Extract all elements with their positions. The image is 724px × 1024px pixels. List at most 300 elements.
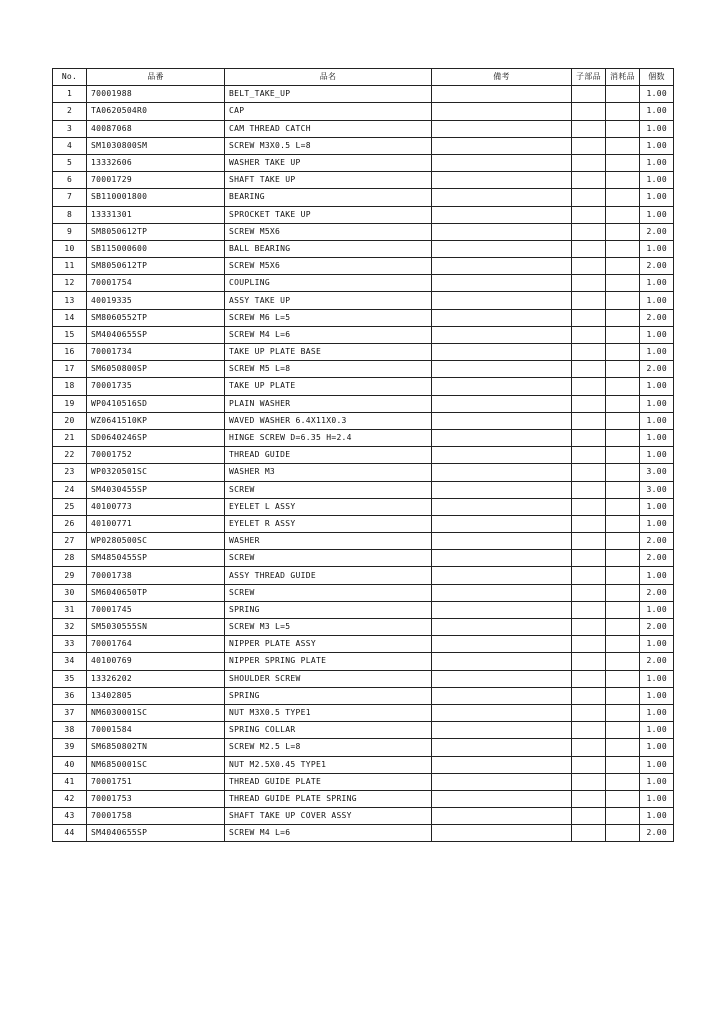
consumable-cell (606, 722, 640, 739)
remarks-cell (432, 653, 572, 670)
part-number-cell: SM6050800SP (87, 361, 225, 378)
quantity-cell: 3.00 (640, 481, 674, 498)
consumable-cell (606, 808, 640, 825)
sub-parts-cell (572, 584, 606, 601)
table-row (53, 240, 674, 257)
remarks-cell (432, 292, 572, 309)
remarks-cell (432, 670, 572, 687)
quantity-cell: 1.00 (640, 739, 674, 756)
sub-parts-cell (572, 137, 606, 154)
table-row (53, 120, 674, 137)
part-name-cell: SHOULDER SCREW (225, 670, 432, 687)
part-number-cell: 40100773 (87, 498, 225, 515)
part-number-cell: WP0320501SC (87, 464, 225, 481)
row-no-cell: 23 (53, 464, 87, 481)
quantity-cell: 1.00 (640, 292, 674, 309)
consumable-cell (606, 756, 640, 773)
quantity-cell: 1.00 (640, 756, 674, 773)
part-name-cell: WASHER M3 (225, 464, 432, 481)
quantity-cell: 1.00 (640, 189, 674, 206)
remarks-cell (432, 86, 572, 103)
quantity-cell: 1.00 (640, 722, 674, 739)
table-row (53, 567, 674, 584)
remarks-cell (432, 567, 572, 584)
consumable-cell (606, 687, 640, 704)
sub-parts-cell (572, 550, 606, 567)
consumable-cell (606, 515, 640, 532)
table-row (53, 429, 674, 446)
sub-parts-cell (572, 773, 606, 790)
consumable-cell (606, 481, 640, 498)
row-no-cell: 18 (53, 378, 87, 395)
consumable-cell (606, 601, 640, 618)
row-no-cell: 9 (53, 223, 87, 240)
table-row (53, 223, 674, 240)
table-row (53, 137, 674, 154)
consumable-cell (606, 498, 640, 515)
row-no-cell: 7 (53, 189, 87, 206)
part-number-cell: SB115000600 (87, 240, 225, 257)
consumable-cell (606, 636, 640, 653)
table-row (53, 704, 674, 721)
quantity-cell: 1.00 (640, 103, 674, 120)
quantity-cell: 3.00 (640, 464, 674, 481)
remarks-cell (432, 103, 572, 120)
quantity-cell: 1.00 (640, 86, 674, 103)
part-number-cell: SM4030455SP (87, 481, 225, 498)
sub-parts-cell (572, 739, 606, 756)
table-row (53, 619, 674, 636)
quantity-cell: 2.00 (640, 584, 674, 601)
table-row (53, 601, 674, 618)
sub-parts-cell (572, 533, 606, 550)
part-number-cell: SM6850802TN (87, 739, 225, 756)
quantity-cell: 2.00 (640, 825, 674, 842)
consumable-cell (606, 533, 640, 550)
remarks-cell (432, 756, 572, 773)
part-name-cell: SPROCKET TAKE UP (225, 206, 432, 223)
table-row (53, 103, 674, 120)
part-number-cell: SM8050612TP (87, 223, 225, 240)
row-no-cell: 4 (53, 137, 87, 154)
row-no-cell: 35 (53, 670, 87, 687)
sub-parts-cell (572, 464, 606, 481)
quantity-cell: 1.00 (640, 808, 674, 825)
part-number-cell: NM6030001SC (87, 704, 225, 721)
remarks-cell (432, 636, 572, 653)
table-row (53, 154, 674, 171)
row-no-cell: 24 (53, 481, 87, 498)
part-name-cell: WASHER TAKE UP (225, 154, 432, 171)
remarks-cell (432, 429, 572, 446)
remarks-cell (432, 258, 572, 275)
part-name-cell: NIPPER PLATE ASSY (225, 636, 432, 653)
part-number-cell: 13402805 (87, 687, 225, 704)
consumable-cell (606, 172, 640, 189)
sub-parts-cell (572, 825, 606, 842)
remarks-cell (432, 412, 572, 429)
table-row (53, 636, 674, 653)
part-name-cell: SCREW M4 L=6 (225, 825, 432, 842)
quantity-cell: 1.00 (640, 447, 674, 464)
quantity-cell: 2.00 (640, 258, 674, 275)
part-number-cell: SM8050612TP (87, 258, 225, 275)
table-row (53, 395, 674, 412)
quantity-cell: 2.00 (640, 653, 674, 670)
part-number-cell: WP0410516SD (87, 395, 225, 412)
sub-parts-cell (572, 756, 606, 773)
part-name-cell: WASHER (225, 533, 432, 550)
part-name-cell: EYELET L ASSY (225, 498, 432, 515)
header-quantity: 個数 (640, 69, 674, 86)
part-number-cell: 70001758 (87, 808, 225, 825)
remarks-cell (432, 189, 572, 206)
row-no-cell: 36 (53, 687, 87, 704)
sub-parts-cell (572, 120, 606, 137)
table-row (53, 172, 674, 189)
consumable-cell (606, 790, 640, 807)
remarks-cell (432, 722, 572, 739)
header-part-name: 品名 (225, 69, 432, 86)
sub-parts-cell (572, 515, 606, 532)
row-no-cell: 22 (53, 447, 87, 464)
row-no-cell: 41 (53, 773, 87, 790)
part-name-cell: SPRING (225, 687, 432, 704)
table-row (53, 722, 674, 739)
consumable-cell (606, 258, 640, 275)
row-no-cell: 44 (53, 825, 87, 842)
remarks-cell (432, 361, 572, 378)
consumable-cell (606, 447, 640, 464)
remarks-cell (432, 584, 572, 601)
row-no-cell: 28 (53, 550, 87, 567)
part-name-cell: SCREW M5X6 (225, 258, 432, 275)
remarks-cell (432, 533, 572, 550)
table-row (53, 687, 674, 704)
part-number-cell: SM5030555SN (87, 619, 225, 636)
part-name-cell: BEARING (225, 189, 432, 206)
part-number-cell: 70001584 (87, 722, 225, 739)
part-number-cell: 40100769 (87, 653, 225, 670)
consumable-cell (606, 395, 640, 412)
quantity-cell: 1.00 (640, 395, 674, 412)
table-row (53, 756, 674, 773)
row-no-cell: 40 (53, 756, 87, 773)
sub-parts-cell (572, 498, 606, 515)
part-number-cell: 70001745 (87, 601, 225, 618)
row-no-cell: 12 (53, 275, 87, 292)
sub-parts-cell (572, 258, 606, 275)
quantity-cell: 1.00 (640, 498, 674, 515)
table-row (53, 309, 674, 326)
quantity-cell: 1.00 (640, 687, 674, 704)
row-no-cell: 3 (53, 120, 87, 137)
quantity-cell: 1.00 (640, 172, 674, 189)
table-row (53, 189, 674, 206)
part-number-cell: 70001754 (87, 275, 225, 292)
table-row (53, 86, 674, 103)
part-name-cell: HINGE SCREW D=6.35 H=2.4 (225, 429, 432, 446)
table-row (53, 275, 674, 292)
header-part-number: 品番 (87, 69, 225, 86)
sub-parts-cell (572, 601, 606, 618)
remarks-cell (432, 601, 572, 618)
table-row (53, 292, 674, 309)
quantity-cell: 1.00 (640, 240, 674, 257)
part-number-cell: 13331301 (87, 206, 225, 223)
remarks-cell (432, 808, 572, 825)
header-row (53, 69, 674, 86)
row-no-cell: 10 (53, 240, 87, 257)
sub-parts-cell (572, 344, 606, 361)
part-number-cell: SM8060552TP (87, 309, 225, 326)
consumable-cell (606, 550, 640, 567)
quantity-cell: 1.00 (640, 154, 674, 171)
remarks-cell (432, 137, 572, 154)
part-name-cell: NUT M3X0.5 TYPE1 (225, 704, 432, 721)
sub-parts-cell (572, 808, 606, 825)
quantity-cell: 1.00 (640, 206, 674, 223)
part-name-cell: BALL BEARING (225, 240, 432, 257)
quantity-cell: 2.00 (640, 223, 674, 240)
remarks-cell (432, 344, 572, 361)
sub-parts-cell (572, 86, 606, 103)
part-name-cell: CAP (225, 103, 432, 120)
part-number-cell: 70001729 (87, 172, 225, 189)
sub-parts-cell (572, 481, 606, 498)
part-name-cell: THREAD GUIDE PLATE (225, 773, 432, 790)
remarks-cell (432, 825, 572, 842)
remarks-cell (432, 326, 572, 343)
header-remarks: 備考 (432, 69, 572, 86)
remarks-cell (432, 515, 572, 532)
quantity-cell: 1.00 (640, 412, 674, 429)
part-name-cell: TAKE UP PLATE BASE (225, 344, 432, 361)
sub-parts-cell (572, 361, 606, 378)
sub-parts-cell (572, 103, 606, 120)
table-row (53, 344, 674, 361)
quantity-cell: 2.00 (640, 533, 674, 550)
part-name-cell: ASSY THREAD GUIDE (225, 567, 432, 584)
quantity-cell: 1.00 (640, 326, 674, 343)
remarks-cell (432, 172, 572, 189)
table-row (53, 498, 674, 515)
part-number-cell: TA0620504R0 (87, 103, 225, 120)
table-row (53, 773, 674, 790)
consumable-cell (606, 275, 640, 292)
parts-list-table (52, 68, 674, 842)
quantity-cell: 2.00 (640, 309, 674, 326)
table-row (53, 464, 674, 481)
part-number-cell: WP0280500SC (87, 533, 225, 550)
consumable-cell (606, 825, 640, 842)
table-row (53, 361, 674, 378)
row-no-cell: 1 (53, 86, 87, 103)
quantity-cell: 1.00 (640, 120, 674, 137)
row-no-cell: 33 (53, 636, 87, 653)
table-row (53, 326, 674, 343)
remarks-cell (432, 704, 572, 721)
part-number-cell: 70001764 (87, 636, 225, 653)
consumable-cell (606, 412, 640, 429)
row-no-cell: 2 (53, 103, 87, 120)
part-number-cell: 70001738 (87, 567, 225, 584)
remarks-cell (432, 739, 572, 756)
remarks-cell (432, 309, 572, 326)
quantity-cell: 1.00 (640, 515, 674, 532)
row-no-cell: 16 (53, 344, 87, 361)
sub-parts-cell (572, 172, 606, 189)
consumable-cell (606, 206, 640, 223)
table-row (53, 790, 674, 807)
remarks-cell (432, 223, 572, 240)
part-number-cell: SM4850455SP (87, 550, 225, 567)
table-row (53, 515, 674, 532)
table-row (53, 206, 674, 223)
part-name-cell: SCREW (225, 481, 432, 498)
remarks-cell (432, 154, 572, 171)
quantity-cell: 2.00 (640, 361, 674, 378)
consumable-cell (606, 326, 640, 343)
row-no-cell: 29 (53, 567, 87, 584)
remarks-cell (432, 498, 572, 515)
table-row (53, 412, 674, 429)
part-name-cell: SCREW M5 L=8 (225, 361, 432, 378)
row-no-cell: 14 (53, 309, 87, 326)
part-number-cell: SM6040650TP (87, 584, 225, 601)
part-name-cell: THREAD GUIDE (225, 447, 432, 464)
quantity-cell: 1.00 (640, 567, 674, 584)
part-name-cell: SCREW M4 L=6 (225, 326, 432, 343)
sub-parts-cell (572, 790, 606, 807)
quantity-cell: 2.00 (640, 550, 674, 567)
remarks-cell (432, 447, 572, 464)
consumable-cell (606, 739, 640, 756)
row-no-cell: 37 (53, 704, 87, 721)
quantity-cell: 1.00 (640, 773, 674, 790)
part-number-cell: 40019335 (87, 292, 225, 309)
sub-parts-cell (572, 206, 606, 223)
row-no-cell: 26 (53, 515, 87, 532)
consumable-cell (606, 137, 640, 154)
quantity-cell: 1.00 (640, 378, 674, 395)
sub-parts-cell (572, 687, 606, 704)
quantity-cell: 1.00 (640, 601, 674, 618)
consumable-cell (606, 704, 640, 721)
consumable-cell (606, 223, 640, 240)
consumable-cell (606, 309, 640, 326)
remarks-cell (432, 687, 572, 704)
part-name-cell: BELT_TAKE_UP (225, 86, 432, 103)
sub-parts-cell (572, 326, 606, 343)
remarks-cell (432, 395, 572, 412)
sub-parts-cell (572, 275, 606, 292)
consumable-cell (606, 670, 640, 687)
table-row (53, 550, 674, 567)
sub-parts-cell (572, 704, 606, 721)
part-number-cell: 70001734 (87, 344, 225, 361)
row-no-cell: 20 (53, 412, 87, 429)
consumable-cell (606, 464, 640, 481)
part-number-cell: 40087068 (87, 120, 225, 137)
row-no-cell: 30 (53, 584, 87, 601)
sub-parts-cell (572, 309, 606, 326)
remarks-cell (432, 378, 572, 395)
quantity-cell: 1.00 (640, 344, 674, 361)
sub-parts-cell (572, 653, 606, 670)
sub-parts-cell (572, 636, 606, 653)
sub-parts-cell (572, 189, 606, 206)
table-row (53, 584, 674, 601)
table-row (53, 447, 674, 464)
consumable-cell (606, 361, 640, 378)
remarks-cell (432, 240, 572, 257)
remarks-cell (432, 275, 572, 292)
table-row (53, 670, 674, 687)
part-number-cell: 70001735 (87, 378, 225, 395)
quantity-cell: 1.00 (640, 275, 674, 292)
part-name-cell: CAM THREAD CATCH (225, 120, 432, 137)
part-name-cell: TAKE UP PLATE (225, 378, 432, 395)
row-no-cell: 15 (53, 326, 87, 343)
row-no-cell: 38 (53, 722, 87, 739)
part-name-cell: SCREW M3 L=5 (225, 619, 432, 636)
consumable-cell (606, 86, 640, 103)
consumable-cell (606, 189, 640, 206)
consumable-cell (606, 154, 640, 171)
sub-parts-cell (572, 154, 606, 171)
part-number-cell: SM4040655SP (87, 825, 225, 842)
quantity-cell: 1.00 (640, 429, 674, 446)
consumable-cell (606, 292, 640, 309)
part-name-cell: PLAIN WASHER (225, 395, 432, 412)
table-row (53, 825, 674, 842)
remarks-cell (432, 790, 572, 807)
quantity-cell: 1.00 (640, 137, 674, 154)
part-name-cell: SCREW (225, 550, 432, 567)
consumable-cell (606, 240, 640, 257)
sub-parts-cell (572, 619, 606, 636)
table-row (53, 653, 674, 670)
part-number-cell: 40100771 (87, 515, 225, 532)
row-no-cell: 25 (53, 498, 87, 515)
row-no-cell: 13 (53, 292, 87, 309)
sub-parts-cell (572, 447, 606, 464)
sub-parts-cell (572, 378, 606, 395)
row-no-cell: 19 (53, 395, 87, 412)
remarks-cell (432, 120, 572, 137)
quantity-cell: 1.00 (640, 670, 674, 687)
part-number-cell: 13332606 (87, 154, 225, 171)
sub-parts-cell (572, 240, 606, 257)
remarks-cell (432, 619, 572, 636)
part-name-cell: SCREW M2.5 L=8 (225, 739, 432, 756)
part-name-cell: COUPLING (225, 275, 432, 292)
remarks-cell (432, 550, 572, 567)
sub-parts-cell (572, 412, 606, 429)
consumable-cell (606, 584, 640, 601)
part-name-cell: SCREW M6 L=5 (225, 309, 432, 326)
sub-parts-cell (572, 223, 606, 240)
part-number-cell: 70001753 (87, 790, 225, 807)
consumable-cell (606, 344, 640, 361)
parts-table-header (53, 69, 674, 86)
table-row (53, 808, 674, 825)
table-row (53, 481, 674, 498)
row-no-cell: 5 (53, 154, 87, 171)
part-name-cell: SPRING (225, 601, 432, 618)
part-number-cell: SM4040655SP (87, 326, 225, 343)
